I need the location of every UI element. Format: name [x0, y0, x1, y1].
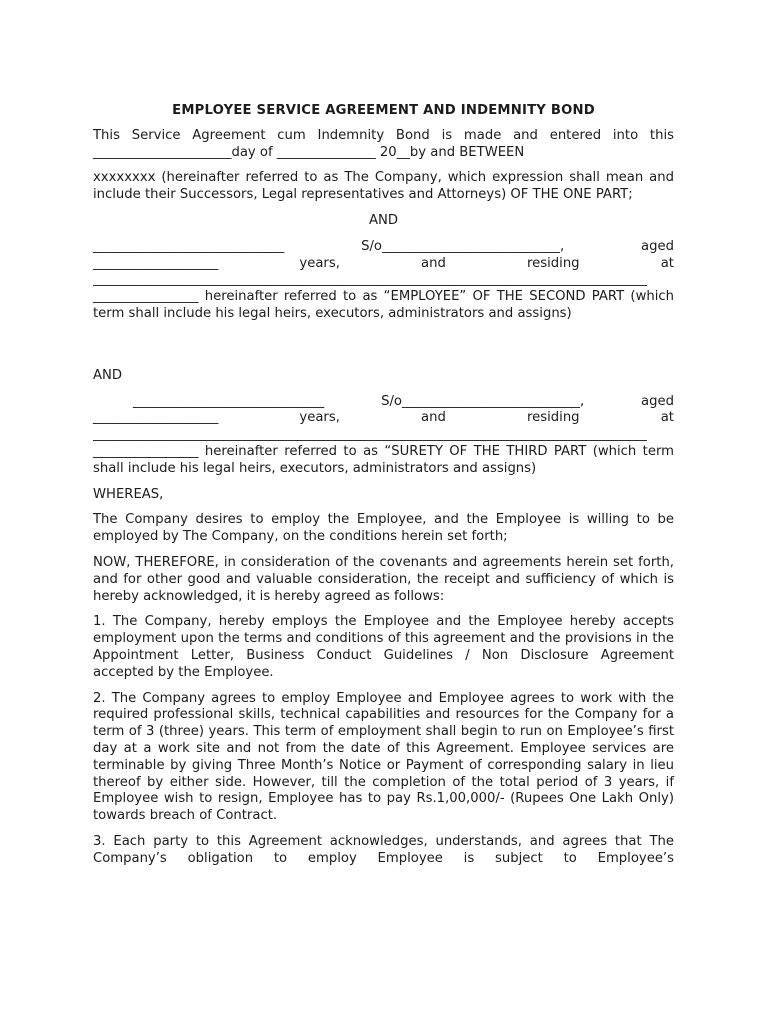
intro-date-line: _____________________day of _______________ 20__by and BETWEEN — [93, 144, 525, 160]
employee-block — [93, 239, 674, 323]
whereas-heading: WHEREAS, — [93, 486, 164, 502]
spacer — [93, 332, 674, 368]
employee-at-label: at — [660, 255, 674, 271]
surety-designation-line: ________________ hereinafter referred to as “SURETY OF THE THIRD PART (which term shall include his legal heirs, executors, administrators and assigns) — [93, 443, 674, 476]
employee-age-blank: ___________________ — [93, 255, 219, 271]
and-separator-1: AND — [368, 212, 399, 228]
clause-1: 1. The Company, hereby employs the Employee and the Employee hereby accepts employment upon the terms and conditions of this agreement and the provisions in the Appointment Letter, Business Conduct Guidelines / Non Disclosure Agreement accepted by the Employee. — [93, 614, 674, 680]
employee-residing-label: residing — [527, 255, 580, 271]
clause-2: 2. The Company agrees to employ Employee and Employee agrees to work with the required professional skills, technical capabilities and resources for the Company for a term of 3 (three) years. This term of employment shall begin to run on Employee’s first day at a work site and not from the date of this Agreement. Employee services are terminable by giving Three Month’s Notice or Payment of corresponding salary in lieu thereof by either side. However, till the completion of the total period of 3 years, if Employee wish to resign, Employee has to pay Rs.1,00,000/- (Rupees One Lakh Only) towards breach of Contract. — [93, 690, 674, 824]
surety-block — [93, 394, 674, 478]
surety-years-label: years, — [299, 410, 340, 426]
surety-address-line: ____________________________________________________________________________________ — [93, 427, 647, 443]
surety-residing-label: residing — [527, 410, 580, 426]
surety-at-label: at — [660, 410, 674, 426]
clause-3: 3. Each party to this Agreement acknowledges, understands, and agrees that The Company’s obligation to employ Employee is subject to Employee’s — [93, 833, 674, 866]
employee-years-label: years, — [299, 255, 340, 271]
surety-and-word: and — [421, 410, 446, 426]
employee-name-line — [93, 239, 674, 256]
surety-so-label: S/o___________________________, — [381, 393, 585, 409]
surety-aged-label: aged — [641, 393, 674, 409]
surety-age-line — [93, 410, 674, 427]
employee-designation-line: ________________ hereinafter referred to as “EMPLOYEE” OF THE SECOND PART (which term shall include his legal heirs, executors, administrators and assigns) — [93, 289, 674, 321]
employee-and-word: and — [421, 255, 446, 271]
surety-name-line — [93, 394, 674, 411]
employee-so-label: S/o___________________________, — [361, 238, 565, 254]
document-title: EMPLOYEE SERVICE AGREEMENT AND INDEMNITY BOND — [172, 103, 595, 118]
surety-name-blank: _____________________________ — [133, 393, 325, 409]
now-therefore-paragraph: NOW, THEREFORE, in consideration of the covenants and agreements herein set forth, and for other good and valuable consideration, the receipt and sufficiency of which is hereby acknowledged, it is hereby agreed as follows: — [93, 554, 674, 604]
intro-line-1: This Service Agreement cum Indemnity Bond is made and entered into this — [93, 127, 674, 143]
intro-paragraph — [93, 128, 674, 145]
and-separator-2: AND — [93, 367, 123, 383]
employee-name-blank: _____________________________ — [93, 238, 285, 254]
employee-aged-label: aged — [641, 238, 674, 254]
surety-age-blank: ___________________ — [93, 410, 219, 426]
employee-age-line — [93, 256, 674, 273]
employee-address-line: ____________________________________________________________________________________ — [93, 272, 647, 288]
whereas-paragraph: The Company desires to employ the Employee, and the Employee is willing to be employed by The Company, on the conditions herein set forth; — [93, 512, 674, 545]
company-paragraph: xxxxxxxx (hereinafter referred to as The Company, which expression shall mean and include their Successors, Legal representatives and Attorneys) OF THE ONE PART; — [93, 170, 674, 203]
